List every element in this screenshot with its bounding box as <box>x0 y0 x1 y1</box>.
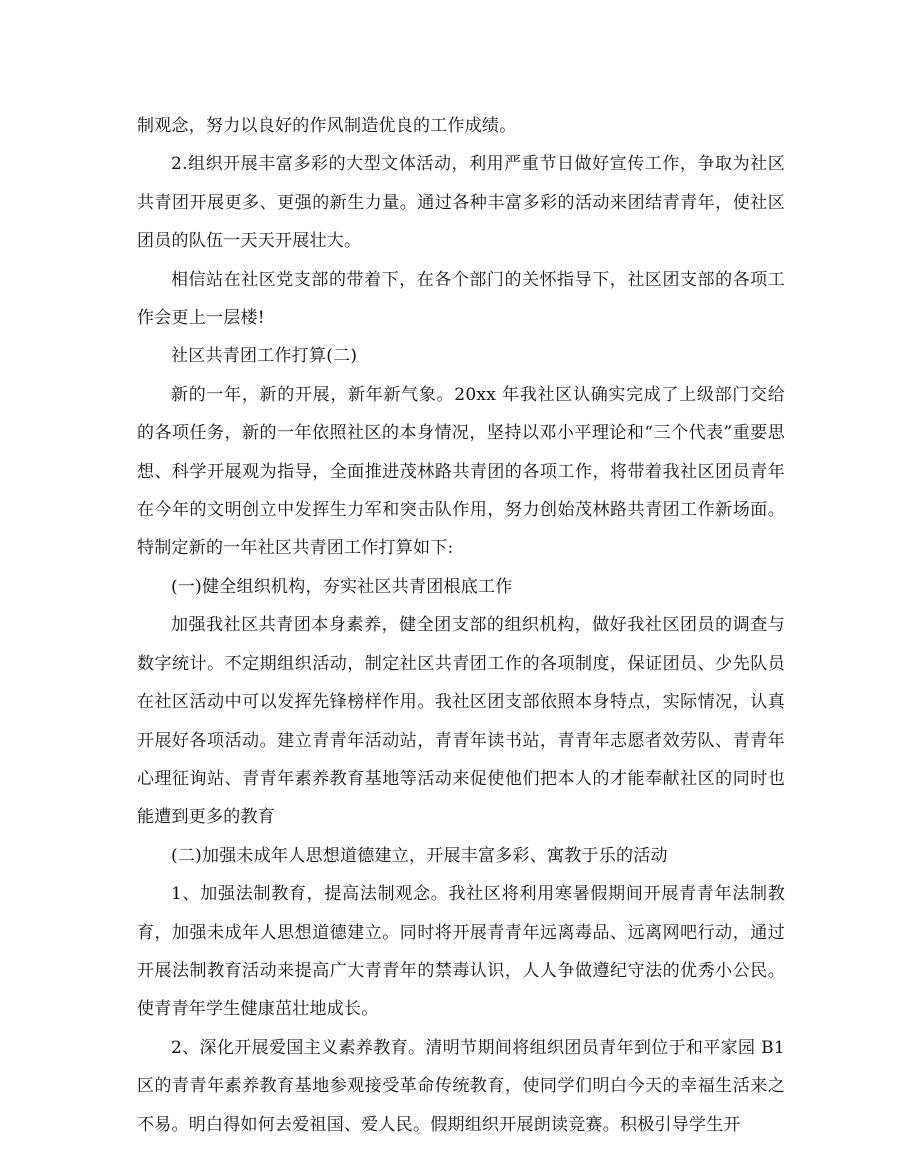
document-body <box>137 107 785 1144</box>
paragraph-8: 1、加强法制教育，提高法制观念。我社区将利用寒暑假期间开展青青年法制教育，加强未成年人思想道德建立。同时将开展青青年远离毒品、远离网吧行动，通过开展法制教育活动来提高广大青青年的禁毒认识，人人争做遵纪守法的优秀小公民。使青青年学生健康茁壮地成长。 <box>137 884 785 1020</box>
paragraph-9: 2、深化开展爱国主义素养教育。清明节期间将组织团员青年到位于和平家园 B1 区的青青年素养教育基地参观接受革命传统教育，使同学们明白今天的幸福生活来之不易。明白得如何去爱祖国、爱人民。假期组织开展朗读竞赛。积极引导学生开 <box>137 1037 785 1135</box>
subheading-1: (一)健全组织机构，夯实社区共青团根底工作 <box>171 576 513 597</box>
subheading-2: (二)加强未成年人思想道德建立，开展丰富多彩、寓教于乐的活动 <box>171 845 668 866</box>
section-title: 社区共青团工作打算(二) <box>171 346 358 367</box>
paragraph-4: 新的一年，新的开展，新年新气象。20xx 年我社区认确实完成了上级部门交给的各项任务，新的一年依照社区的本身情况，坚持以邓小平理论和“三个代表”重要思想、科学开展观为指导，全面推进茂林路共青团的各项工作，将带着我社区团员青年在今年的文明创立中发挥生力军和突击队作用，努力创始茂林路共青团工作新场面。特制定新的一年社区共青团工作打算如下: <box>137 384 785 559</box>
paragraph-6: 加强我社区共青团本身素养，健全团支部的组织机构，做好我社区团员的调查与数字统计。不定期组织活动，制定社区共青团工作的各项制度，保证团员、少先队员在社区活动中可以发挥先锋榜样作用。我社区团支部依照本身特点，实际情况，认真开展好各项活动。建立青青年活动站，青青年读书站，青青年志愿者效劳队、青青年心理征询站、青青年素养教育基地等活动来促使他们把本人的才能奉献社区的同时也能遭到更多的教育 <box>137 615 785 828</box>
paragraph-1: 2.组织开展丰富多彩的大型文体活动，利用严重节日做好宣传工作，争取为社区共青团开展更多、更强的新生力量。通过各种丰富多彩的活动来团结青青年，使社区团员的队伍一天天开展壮大。 <box>137 154 785 252</box>
paragraph-0: 制观念，努力以良好的作风制造优良的工作成绩。 <box>137 116 517 136</box>
paragraph-2: 相信站在社区党支部的带着下，在各个部门的关怀指导下，社区团支部的各项工作会更上一层楼! <box>137 269 785 329</box>
